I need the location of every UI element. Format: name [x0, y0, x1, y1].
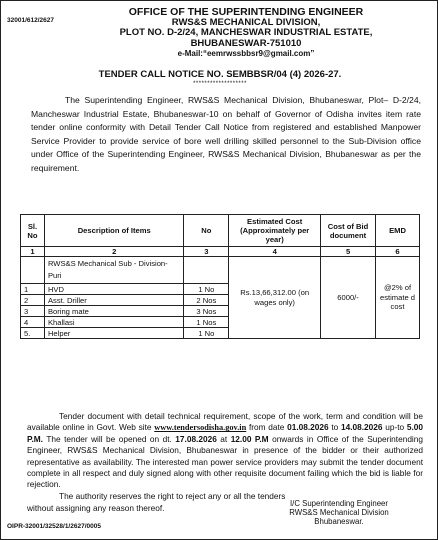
- oipr-number: OIPR-32001/32528/1/2627/0005: [7, 523, 101, 530]
- item-description: Boring mate: [44, 306, 183, 317]
- header-description: Description of Items: [44, 215, 183, 247]
- signatory-place: Bhubaneswar.: [314, 517, 364, 526]
- item-no: 1 Nos: [184, 317, 229, 328]
- paragraph-text: from date: [246, 422, 288, 433]
- header-sl: Sl. No: [21, 215, 45, 247]
- item-no: 1 No: [184, 328, 229, 339]
- closing-time: 5.00 P.M.: [27, 422, 423, 444]
- tender-details-paragraph: [27, 411, 423, 491]
- item-no: 2 Nos: [184, 295, 229, 306]
- group-title: RWS&S Mechanical Sub - Division-Puri: [44, 257, 183, 284]
- item-sl: 1: [21, 284, 45, 295]
- estimated-cost-cell: Rs.13,66,312.00 (on wages only): [229, 257, 321, 339]
- item-description: Helper: [44, 328, 183, 339]
- tender-table: [20, 214, 420, 339]
- item-sl: 5.: [21, 328, 45, 339]
- star-divider: *******************: [193, 81, 247, 87]
- col-number: 5: [321, 247, 376, 257]
- signatory-title: I/C Superintending Engineer: [290, 499, 388, 508]
- col-number: 6: [376, 247, 420, 257]
- item-description: HVD: [44, 284, 183, 295]
- opening-time: 12.00 P.M: [230, 433, 269, 444]
- header-division: RWS&S MECHANICAL DIVISION,: [171, 16, 321, 28]
- date-from: 01.08.2026: [287, 422, 329, 433]
- bid-cost-cell: 6000/-: [321, 257, 376, 339]
- header-bid-cost: Cost of Bid document: [321, 215, 376, 247]
- header-city: BHUBANESWAR-751010: [190, 37, 302, 49]
- col-number: 1: [21, 247, 45, 257]
- col-number: 3: [184, 247, 229, 257]
- header-email-line: [101, 49, 391, 60]
- rights-paragraph: The authority reserves the right to reject any or all the tenders without assigning any reason thereof.: [27, 491, 286, 513]
- item-sl: 4: [21, 317, 45, 328]
- col-number: 2: [44, 247, 183, 257]
- paragraph-text: The tender will be opened on dt.: [43, 433, 176, 444]
- paragraph-text: at: [216, 433, 231, 444]
- tender-website-link[interactable]: www.tendersodisha.gov.in: [154, 423, 247, 433]
- email-address: “eemrwssbbsr9@gmail.com”: [202, 49, 315, 58]
- date-to: 14.08.2026: [340, 422, 383, 433]
- emd-cell: @2% of estimate d cost: [376, 257, 420, 339]
- item-sl: 2: [21, 295, 45, 306]
- header-office-title: OFFICE OF THE SUPERINTENDING ENGINEER: [128, 6, 364, 18]
- paragraph-text: Tender document with detail technical requirement, scope of the work, term and condition will be available online in Govt. Web site: [27, 411, 423, 433]
- header-no: No: [184, 215, 229, 247]
- paragraph-text: up-to: [382, 422, 407, 433]
- office-header: [101, 7, 391, 60]
- paragraph-text: to: [328, 422, 341, 433]
- header-address: PLOT NO. D-2/24, MANCHESWAR INDUSTRIAL ESTATE,: [119, 27, 373, 38]
- col-number: 4: [229, 247, 321, 257]
- signature-block: [249, 499, 429, 526]
- table-header-row: [21, 215, 420, 247]
- signatory-division: RWS&S Mechanical Division: [289, 508, 389, 517]
- group-row: [21, 257, 420, 284]
- header-estimated-cost: Estimated Cost (Approximately per year): [229, 215, 321, 247]
- item-sl: 3: [21, 306, 45, 317]
- item-description: Khallasi: [44, 317, 183, 328]
- email-label: e-Mail:: [177, 49, 203, 58]
- paragraph-text: onwards in Office of the Superintending Engineer, RWS&S Mechanical Division, Bhubaneswar in presence of the bidder or their authorized representative as availability. The interested man power service providers may submit the tender document complete in all respect and duly signed along with other requisite document failing which the bid is liable for rejection.: [27, 433, 424, 490]
- opening-date: 17.08.2026: [175, 433, 217, 444]
- item-description: Asst. Driller: [44, 295, 183, 306]
- column-number-row: [21, 247, 420, 257]
- intro-paragraph: The Superintending Engineer, RWS&S Mechanical Division, Bhubaneswar, Plot– D-2/24, Mancheswar Industrial Estate, Bhubaneswar-10 on behalf of Governor of Odisha invites item rate tender online conformity with Detail Tender Call Notice from registered and established Manpower Service Provider to provide service of bore well drilling skilled personnel to the Sub-Division office under Office of the Superintending Engineer, RWS&S Mechanical Division, Bhubaneswar as per the requirement.: [31, 95, 421, 173]
- item-no: 3 Nos: [184, 306, 229, 317]
- reference-number: 32001/612/2627: [7, 17, 54, 24]
- notice-title: TENDER CALL NOTICE NO. SEMBBSR/04 (4) 2026-27.: [98, 69, 342, 80]
- header-emd: EMD: [376, 215, 420, 247]
- item-no: 1 No: [184, 284, 229, 295]
